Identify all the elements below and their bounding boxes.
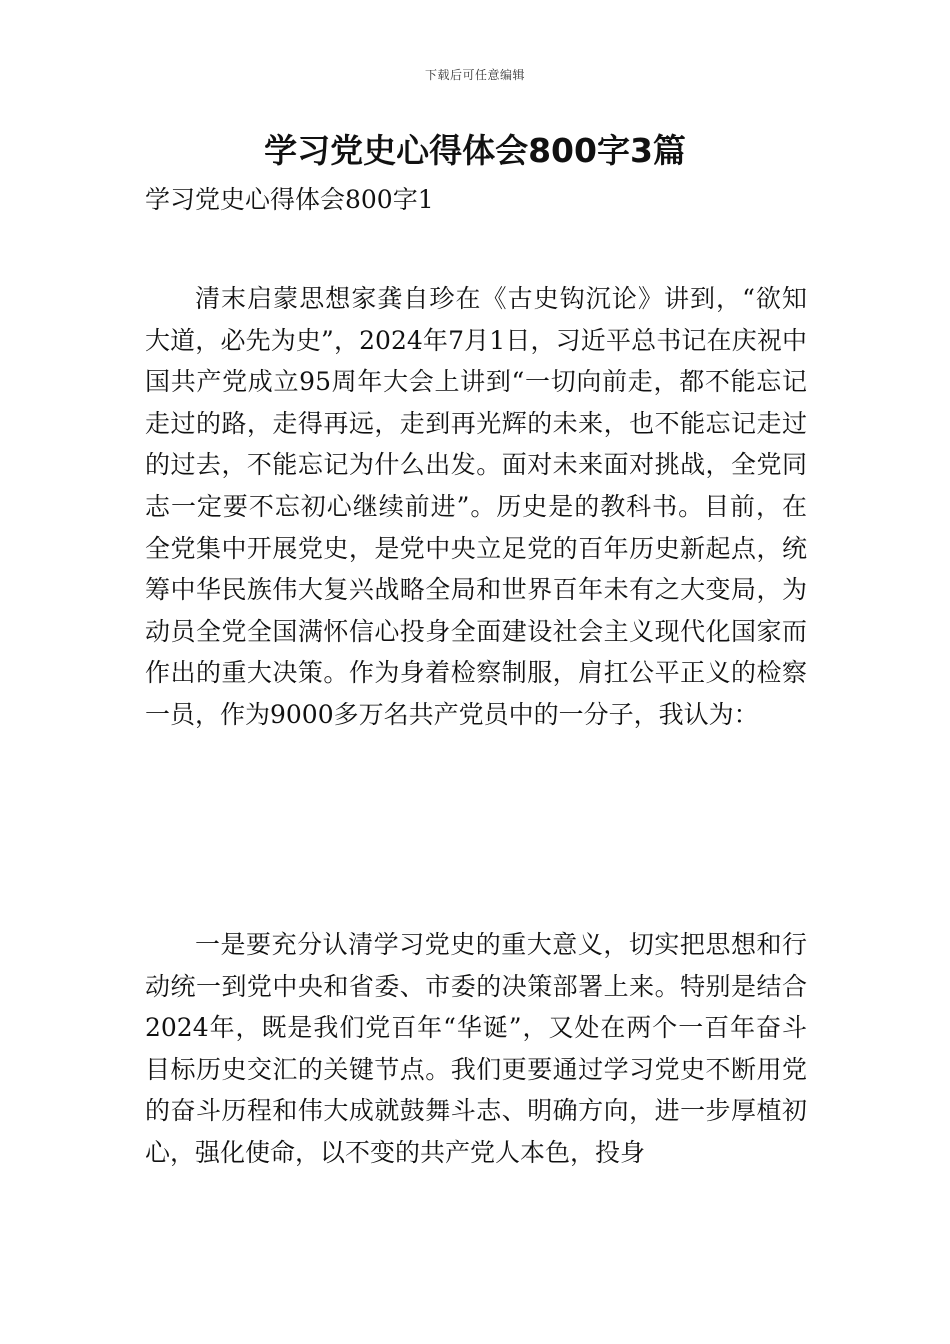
paragraph-1: 清末启蒙思想家龚自珍在《古史钩沉论》讲到，“欲知大道，必先为史”，2024年7月1日，习近平总书记在庆祝中国共产党成立95周年大会上讲到“一切向前走，都不能忘记走过的路，走得再远，走到再光辉的未来，也不能忘记走过的过去，不能忘记为什么出发。面对未来面对挑战，全党同志一定要不忘初心继续前进”。历史是的教科书。目前，在全党集中开展党史，是党中央立足党的百年历史新起点，统筹中华民族伟大复兴战略全局和世界百年未有之大变局，为动员全党全国满怀信心投身全面建设社会主义现代化国家而作出的重大决策。作为身着检察制服，肩扛公平正义的检察一员，作为9000多万名共产党员中的一分子，我认为： <box>145 284 807 729</box>
paragraph-2: 一是要充分认清学习党史的重大意义，切实把思想和行动统一到党中央和省委、市委的决策部署上来。特别是结合2024年，既是我们党百年“华诞”，又处在两个一百年奋斗目标历史交汇的关键节点。我们更要通过学习党史不断用党的奋斗历程和伟大成就鼓舞斗志、明确方向，进一步厚植初心，强化使命，以不变的共产党人本色，投身 <box>145 930 807 1167</box>
document-title: 学习党史心得体会800字3篇 <box>264 131 686 170</box>
header-note: 下载后可任意编辑 <box>424 68 525 82</box>
section-subtitle: 学习党史心得体会800字1 <box>145 185 434 214</box>
